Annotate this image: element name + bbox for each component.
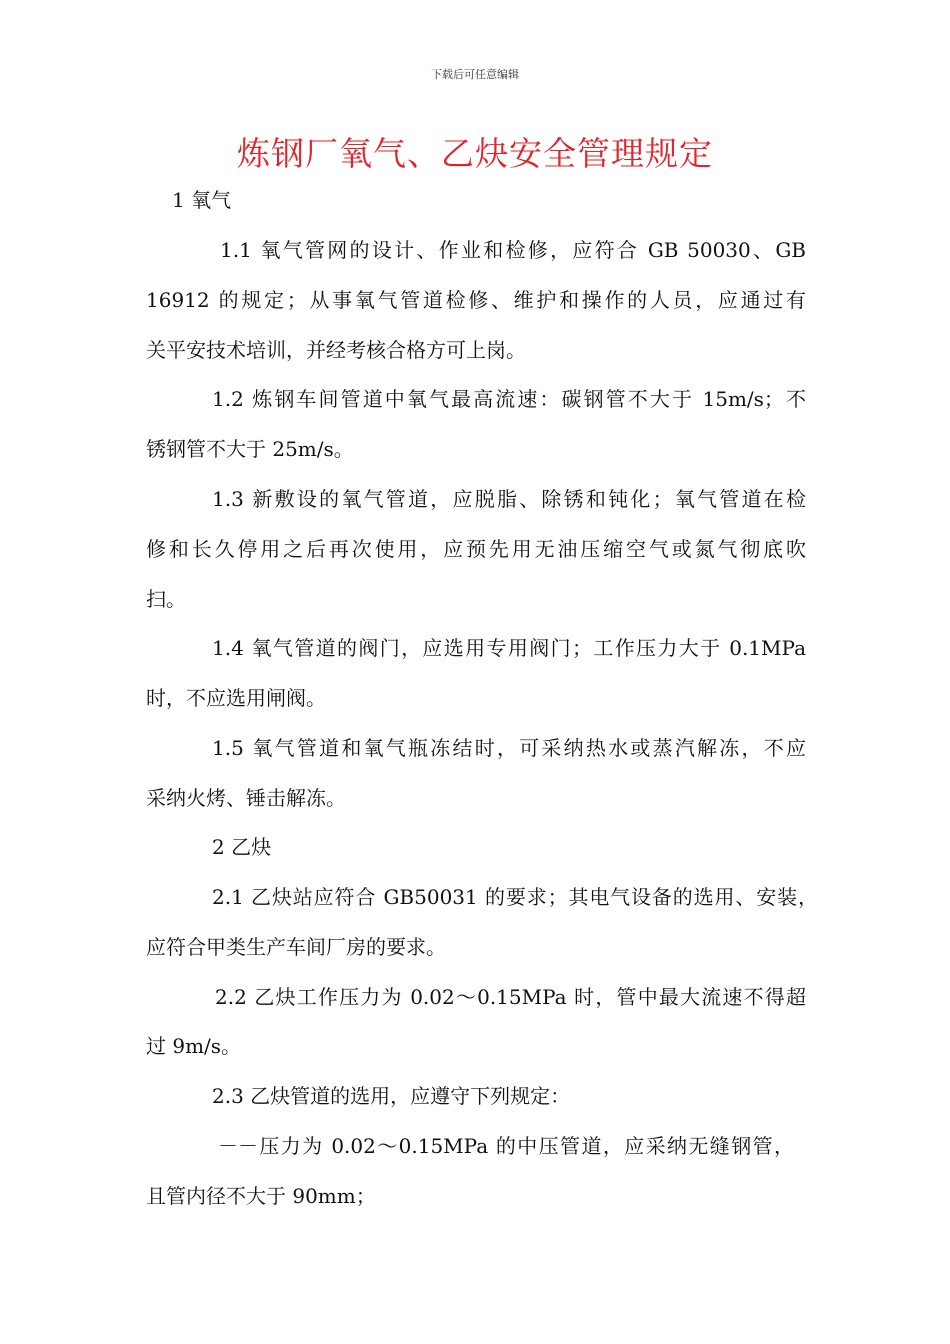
paragraph-2-2-line-2: 过 9m/s。 — [146, 1034, 242, 1058]
paragraph-1-2-line-1: 1.2 炼钢车间管道中氧气最高流速：碳钢管不大于 15m/s；不 — [212, 387, 806, 411]
paragraph-1-1-line-2: 16912 的规定；从事氧气管道检修、维护和操作的人员，应通过有 — [146, 288, 806, 312]
paragraph-1-4-line-1: 1.4 氧气管道的阀门，应选用专用阀门；工作压力大于 0.1MPa — [212, 636, 806, 660]
paragraph-1-3-line-1: 1.3 新敷设的氧气管道，应脱脂、除锈和钝化；氧气管道在检 — [212, 487, 806, 511]
paragraph-1-3-line-3: 扫。 — [146, 587, 186, 611]
paragraph-1-5-line-2: 采纳火烤、锤击解冻。 — [146, 786, 346, 810]
section-heading-acetylene: 2 乙炔 — [212, 835, 272, 859]
paragraph-2-1-line-2: 应符合甲类生产车间厂房的要求。 — [146, 935, 446, 959]
paragraph-2-1-line-1: 2.1 乙炔站应符合 GB50031 的要求；其电气设备的选用、安装， — [212, 885, 818, 909]
paragraph-1-2-line-2: 锈钢管不大于 25m/s。 — [146, 437, 354, 461]
paragraph-1-3-line-2: 修和长久停用之后再次使用，应预先用无油压缩空气或氮气彻底吹 — [146, 537, 806, 561]
document-title: 炼钢厂氧气、乙炔安全管理规定 — [237, 134, 713, 173]
header-note: 下载后可任意编辑 — [431, 68, 519, 81]
paragraph-2-3-item-line-2: 且管内径不大于 90mm； — [146, 1184, 376, 1208]
paragraph-1-1-line-3: 关平安技术培训，并经考核合格方可上岗。 — [146, 338, 526, 362]
paragraph-1-5-line-1: 1.5 氧气管道和氧气瓶冻结时，可采纳热水或蒸汽解冻，不应 — [212, 736, 806, 760]
section-heading-oxygen: 1 氧气 — [172, 188, 232, 212]
paragraph-1-1-line-1: 1.1 氧气管网的设计、作业和检修，应符合 GB 50030、GB — [220, 238, 806, 262]
paragraph-2-3-item-line-1: －－压力为 0.02～0.15MPa 的中压管道，应采纳无缝钢管， — [218, 1134, 794, 1158]
paragraph-2-2-line-1: 2.2 乙炔工作压力为 0.02～0.15MPa 时，管中最大流速不得超 — [215, 985, 806, 1009]
paragraph-2-3-line-1: 2.3 乙炔管道的选用，应遵守下列规定： — [212, 1084, 571, 1108]
paragraph-1-4-line-2: 时，不应选用闸阀。 — [146, 686, 326, 710]
